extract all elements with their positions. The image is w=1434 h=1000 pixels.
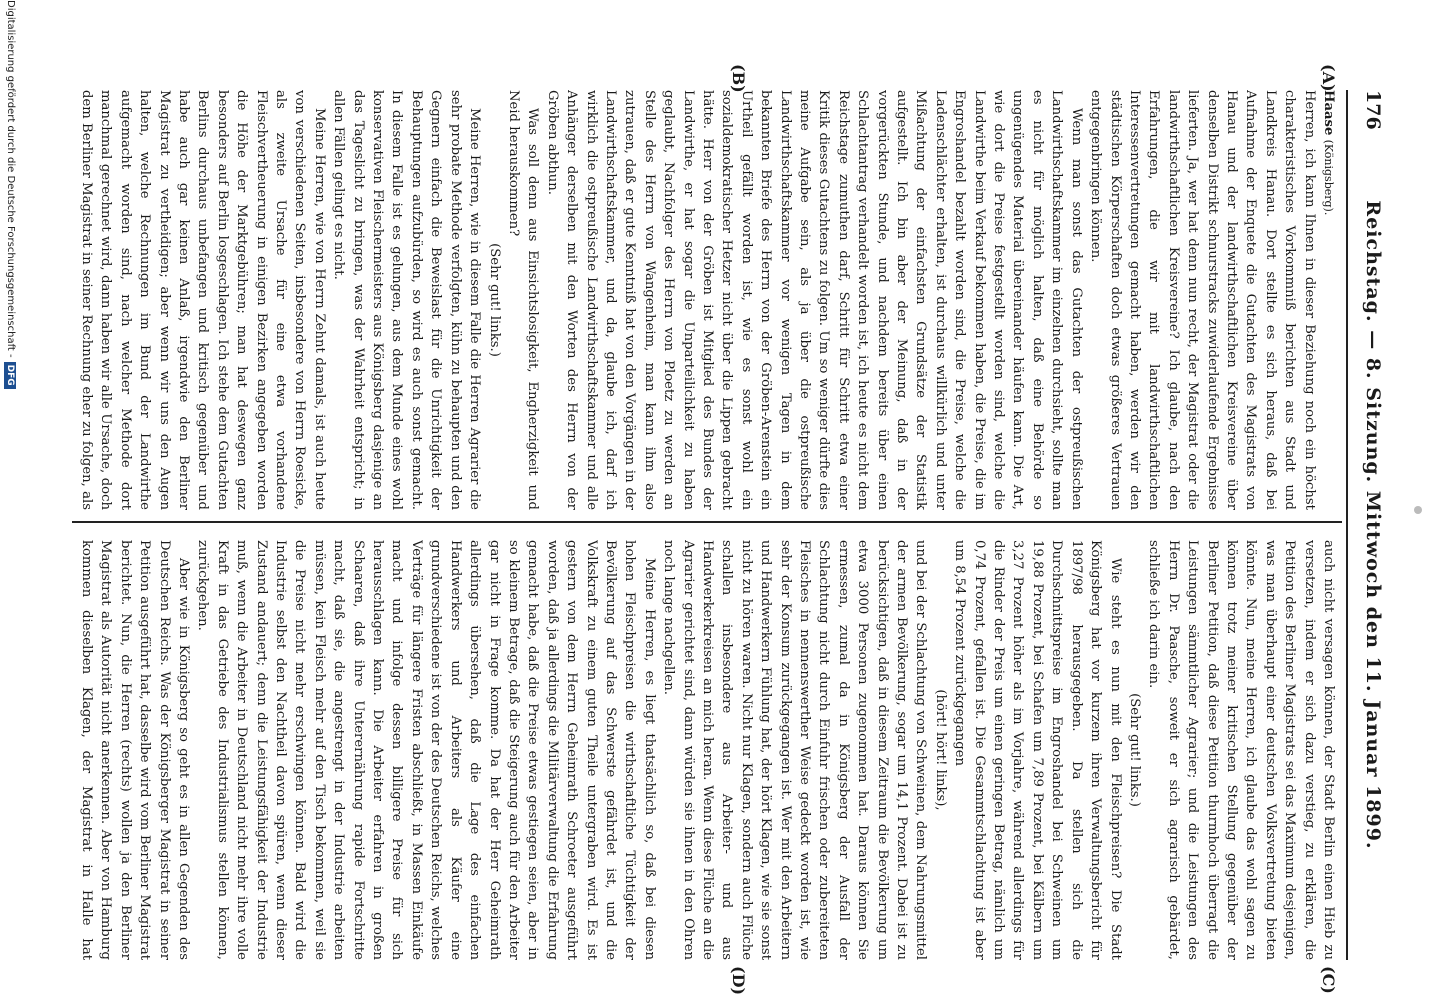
left-column [78,90,1338,510]
margin-marker-a: (A) [1319,64,1338,92]
margin-marker-b: (B) [729,64,748,93]
page-title: Reichstag. — 8. Sitzung. Mittwoch den 11. Januar 1899. [1362,200,1384,850]
paragraph: Wenn man sonst das Gutachten der ostpreußischen Landwirthschaftskammer im einzelnen durchsieht, sollte man es nicht für möglich halten, daß eine Behörde so ungenügendes Material übereinander häufen kann. Die Art, wie dort die Preise festgestellt worden sind, welche die Landwirthe beim Verkauf bekommen haben, die Preise, die im Engroshandel bezahlt worden sind, die Preise, welche die Ladenschlächter erhalten, ist durchaus willkürlich und unter Mißachtung der einfachsten Grundsätze der Statistik aufgestellt. Ich bin aber der Meinung, daß in der vorgerückten Stunde, und nachdem bereits über einen Schlachtantrag verhandelt worden ist, ich heute es nicht dem Reichstage zumuthen darf, Schritt für Schritt etwa einer Kritik dieses Gutachtens zu folgen. Um so weniger dürfte dies meine Aufgabe sein, als ja über die ostpreußische Landwirthschaftskammer vor wenigen Tagen in dem bekannten Briefe des Herrn von der Gröben-Arenstein ein Urtheil gefällt worden ist, wie es sonst wohl ein sozialdemokratischer Hetzer nicht über die Lippen gebracht hätte. Herr von der Gröben ist Mitglied des Bundes der Landwirthe, er hat sogar die Unparteilichkeit zu haben geglaubt, Nachfolger des Herrn von Ploetz zu werden an Stelle des Herrn von Wangenheim, man kann ihm also zutrauen, daß er gute Kenntniß hat von den Vorgängen in der Landwirthschaftskammer, und da, glaube ich, darf ich wirklich die ostpreußische Landwirthschaftskammer und alle Anhänger derselben mit den Worten des Herrn von der Gröben abthun. [544,90,1084,510]
interjection: (Sehr gut! links.) [486,243,502,357]
paragraph: Meine Herren, es liegt thatsächlich so, daß bei diesen hohen Fleischpreisen die wirthschaftliche Tüchtigkeit der Bevölkerung auf das Schwerste gefährdet ist, und die Volkskraft zu einem guten Theile untergraben wird. Es ist gestern von dem Herrn Geheimrath Schroeter ausgeführt worden, daß ja allerdings die Militärverwaltung die Erfahrung gemacht habe, daß die Preise etwas gestiegen seien, aber in so kleinem Betrage, daß die Steigerung auch für den Arbeiter gar nicht in Frage komme. Da hat der Herr Geheimrath allerdings übersehen, daß die Lage des einfachen Handwerkers und Arbeiters als Käufer eine grundverschiedene ist von der des Deutschen Reichs, welches Verträge für längere Fristen abschließt, in Massen Einkäufe macht und infolge dessen billigere Preise für sich herausschlagen kann. Die Arbeiter erfahren in großen Schaaren, daß ihre Unterernährung rapide Fortschritte macht, daß sie, die angestrengt in der Industrie arbeiten müssen, kein Fleisch mehr auf den Tisch bekommen, weil sie die Preise nicht mehr erschwingen können. Bald wird die Industrie selbst den Nachtheil davon spüren, wenn dieser Zustand andauert; denn die Leistungsfähigkeit der Industrie muß, wenn die Arbeiter in Deutschland nicht mehr ihre volle Kraft in das Getriebe des Industrialismus stellen können, zurückgehen. [195,540,657,960]
right-column [78,540,1338,960]
margin-marker-c: (C) [1319,966,1338,994]
page-header [1354,90,1384,960]
margin-marker-d: (D) [729,966,748,996]
interjection: (hört! hört! links), [932,689,948,811]
speaker-line [1319,90,1338,510]
paragraph: Wie steht es nun mit den Fleischpreisen? Die Stadt Königsberg hat vor kurzem ihren Verwaltungsbericht für 1897/98 herausgegeben. Da stellen sich die Durchschnittspreise im Engroshandel bei Schweinen um 19,88 Prozent, bei Schafen um 7,89 Prozent, bei Kälbern um 3,27 Prozent höher als im Vorjahre, während allerdings für die Rinder der Preis um einen geringen Betrag, nämlich um 0,74 Prozent, gefallen ist. Die Gesammtschlachtung ist aber um 8,54 Prozent zurückgegangen [952,540,1123,960]
interjection: (Sehr gut! links.) [1126,693,1142,807]
paragraph: Was soll denn aus Einsichtslosigkeit, Engherzigkeit und Neid herauskommen? [505,90,541,510]
speaker-constituency: (Königsberg). [1322,139,1335,216]
paragraph: und bei der Schlachtung von Schweinen, dem Nahrungsmittel der armen Bevölkerung, sogar um 14,1 Prozent. Dabei ist zu berücksichtigen, daß in diesem Zeitraum die Bevölkerung um etwa 3000 Personen zugenommen hat. Daraus können Sie ermessen, zumal da in Königsberg der Ausfall der Schlachtung nicht durch Einfuhr frischen oder zubereiteten Fleisches in nennenswerther Weise gedeckt worden ist, wie sehr der Konsum zurückgegangen ist. Wer mit den Arbeitern und Handwerkern Fühlung hat, der hört Klagen, wie sie sonst nicht zu hören waren. Nicht nur Klagen, sondern auch Flüche schallen insbesondere aus Arbeiter- und aus Handwerkerkreisen an mich heran. Wenn diese Flüche an die Agrarier gerichtet sind, dann würden sie ihnen in den Ohren noch lange nachgellen. [661,540,929,960]
column-divider [72,521,1342,523]
speaker-name: Haase [1321,90,1336,136]
paragraph: auch nicht versagen können, der Stadt Berlin einen Hieb zu versetzen, indem er sich dazu verstieg, zu erklären, die Petition des Berliner Magistrats sei das Maximum desjenigen, was man überhaupt einer deutschen Volksvertretung bieten könnte. Nun, meine Herren, ich glaube das wohl sagen zu können trotz meiner kritischen Stellung gegenüber der Berliner Petition, daß diese Petition thurmhoch überragt die Leistungen sämmtlicher Agrarier; und die Leistungen des Herrn Dr. Paasche, soweit er sich agrarisch gebärdet, schließe ich darin ein. [1146,540,1336,960]
paragraph: Meine Herren, wie von Herrn Zehnt damals, ist auch heute von verschiedenen Seiten, insbesondere von Herrn Roesicke, als zweite Ursache für eine etwa vorhandene Fleischvertheuerung in einigen Bezirken angegeben worden die Höhe der Marktgebühren; man hat deswegen ganz besonders auf Berlin losgeschlagen. Ich stehe dem Gutachten Berlins durchaus unbefangen und kritisch gegenüber und habe auch gar keinen Anlaß, irgendwie den Berliner Magistrat zu vertheidigen; aber wenn wir uns den Augen halten, welche Rechnungen im Bund der Landwirthe aufgemacht worden sind, nach welcher Methode dort manchmal gerechnet wird, dann haben wir alle Ursache, doch dem Berliner Magistrat in seiner Rechnung eher zu folgen, als [79,90,327,510]
dfg-logo: DFG [4,362,16,389]
header-rule [1346,90,1348,960]
page-number: 176 [1362,90,1384,130]
footer-text: Digitalisierung gefördert durch die Deutsche Forschungsgemeinschaft - [5,0,16,358]
scan-mark [1414,506,1422,514]
paragraph: Aber wie in Königsberg so geht es in allen Gegenden des Deutschen Reichs. Was der Königsberger Magistrat in seiner Petition ausgeführt hat, dasselbe wird vom Berliner Magistrat berichtet. Nun, die Herren (rechts) wollen ja den Berliner Magistrat als Autorität nicht anerkennen. Aber von Hamburg kommen dieselben Klagen, der Magistrat in Halle hat [79,540,192,960]
paragraph: Meine Herren, wie in diesem Falle die Herren Agrarier die sehr probate Methode verfolgten, kühn zu behaupten und den Gegnern einfach die Beweislast für die Unrichtigkeit der Behauptungen aufzubürden, so wird es auch sonst gemacht. In diesem Falle ist es gelungen, aus dem Munde eines wohl konservativen Fleischermeisters aus Königsberg dasjenige an das Tageslicht zu bringen, was der Wahrheit entspricht; in allen Fällen gelingt es nicht. [331,90,483,510]
digitization-footer [2,0,16,1000]
paragraph: Herren, ich kann Ihnen in dieser Beziehung noch ein höchst charakteristisches Vorkommniß berichten aus Stadt und Landkreis Hanau. Dort stellte es sich heraus, daß bei Aufnahme der Enquete die Gutachten des Magistrats von Hanau und der landwirthschaftlichen Kreisvereine über denselben Distrikt schnurstracks zuwiderlaufende Ergebnisse lieferten. Ja, wer hat denn nun recht, der Magistrat oder die landwirthschaftlichen Kreisvereine? Ich glaube, nach den Erfahrungen, die wir mit landwirthschaftlichen Interessenvertretungen gemacht haben, werden wir den städtischen Körperschaften doch etwas größeres Vertrauen entgegenbringen können. [1088,90,1317,510]
